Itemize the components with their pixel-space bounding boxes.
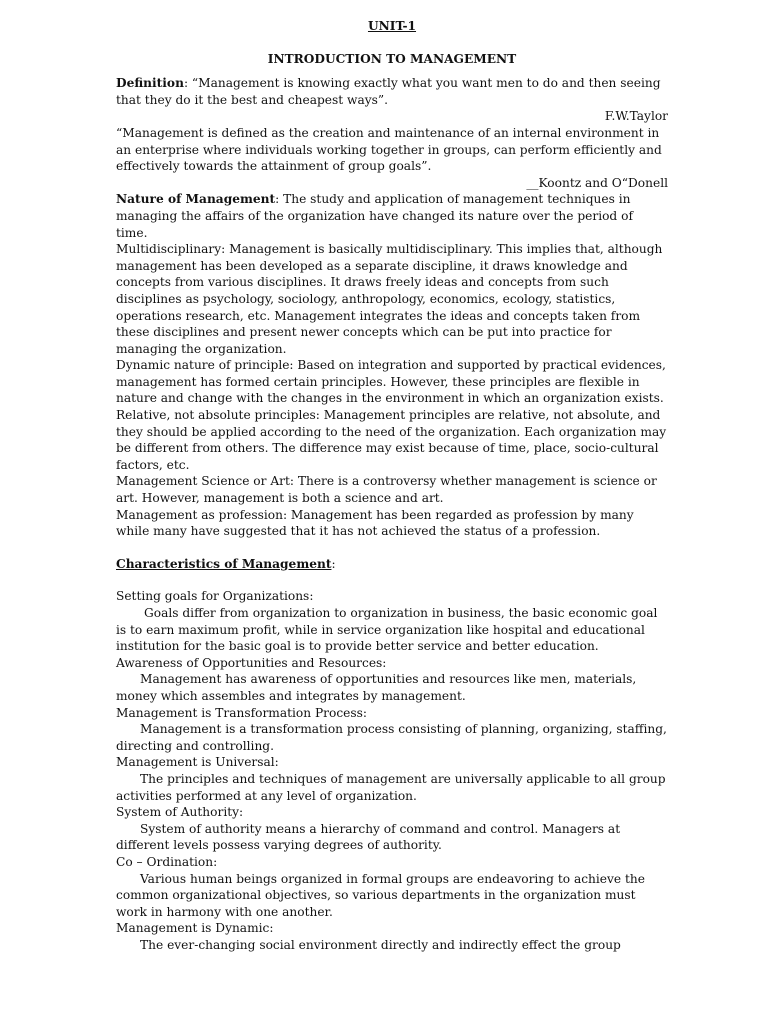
characteristic-body: Various human beings organized in formal groups are endeavoring to achieve the common organizational objectives, so various departments in the organization must work in harmony with one another.: [116, 871, 645, 919]
characteristics-heading: Characteristics of Management: [116, 556, 332, 571]
characteristic-title: Co – Ordination:: [116, 854, 218, 869]
characteristic-body: The principles and techniques of management are universally applicable to all group activities performed at any level of organization.: [116, 771, 666, 803]
characteristic-title: Management is Universal:: [116, 755, 279, 770]
characteristic-body: Goals differ from organization to organization in business, the basic economic goal is to earn maximum profit, while in service organization like hospital and educational institution for the basic goal is to provide better service and better education.: [116, 606, 658, 654]
paragraph-science-or-art: Management Science or Art: There is a controversy whether management is science or art. However, management is both a science and art.: [116, 474, 657, 506]
definition-quote-2: “Management is defined as the creation and maintenance of an internal environment in an enterprise where individuals working together in groups, can perform efficiently and effectively towards the attainment of group goals”.: [116, 125, 662, 174]
characteristic-body: The ever-changing social environment directly and indirectly effect the group: [140, 937, 621, 952]
definition-label: Definition: [116, 76, 184, 91]
nature-paragraph: [116, 191, 668, 241]
definition-author-2: __Koontz and O“Donell: [526, 175, 668, 190]
unit-title: UNIT-1: [367, 19, 417, 33]
characteristics-heading-line: [116, 556, 668, 573]
characteristic-body: Management is a transformation process consisting of planning, organizing, staffing, directing and controlling.: [116, 722, 667, 753]
characteristic-body: System of authority means a hierarchy of command and control. Managers at different levels possess varying degrees of authority.: [116, 821, 621, 853]
characteristic-title: Awareness of Opportunities and Resources:: [116, 655, 387, 670]
characteristic-title: Setting goals for Organizations:: [116, 589, 314, 604]
paragraph-profession: Management as profession: Management has been regarded as profession by many while many have suggested that it has not achieved the status of a profession.: [116, 507, 634, 539]
definition-text: : “Management is knowing exactly what you want men to do and then seeing that they do it the best and cheapest ways”.: [116, 76, 661, 107]
paragraph-relative-principles: Relative, not absolute principles: Management principles are relative, not absolute, and they should be applied according to the need of the organization. Each organization may be different from others. The difference may exist because of time, place, socio-cultural factors, etc.: [116, 408, 667, 472]
definition-author: F.W.Taylor: [604, 109, 668, 124]
characteristic-title: System of Authority:: [116, 805, 244, 820]
characteristic-body: Management has awareness of opportunities and resources like men, materials, money which assembles and integrates by management.: [116, 672, 637, 703]
document-page: [116, 18, 668, 953]
paragraph-dynamic-principle: Dynamic nature of principle: Based on integration and supported by practical evidences, management has formed certain principles. However, these principles are flexible in nature and change with the changes in the environment in which an organization exists.: [116, 358, 666, 406]
characteristic-title: Management is Dynamic:: [116, 921, 274, 936]
main-title: INTRODUCTION TO MANAGEMENT: [267, 51, 517, 66]
characteristic-title: Management is Transformation Process:: [116, 705, 367, 720]
definition-paragraph: [116, 75, 668, 108]
nature-label: Nature of Management: [116, 192, 276, 207]
nature-text: : The study and application of management techniques in managing the affairs of the organization have changed its nature over the period of time.: [116, 192, 633, 240]
paragraph-multidisciplinary: Multidisciplinary: Management is basically multidisciplinary. This implies that, although management has been developed as a separate discipline, it draws knowledge and concepts from various disciplines. It draws freely ideas and concepts from such disciplines as psychology, sociology, anthropology, economics, ecology, statistics, operations research, etc. Management integrates the ideas and concepts taken from these disciplines and present newer concepts which can be put into practice for managing the organization.: [116, 242, 663, 356]
characteristics-colon: :: [331, 556, 336, 571]
